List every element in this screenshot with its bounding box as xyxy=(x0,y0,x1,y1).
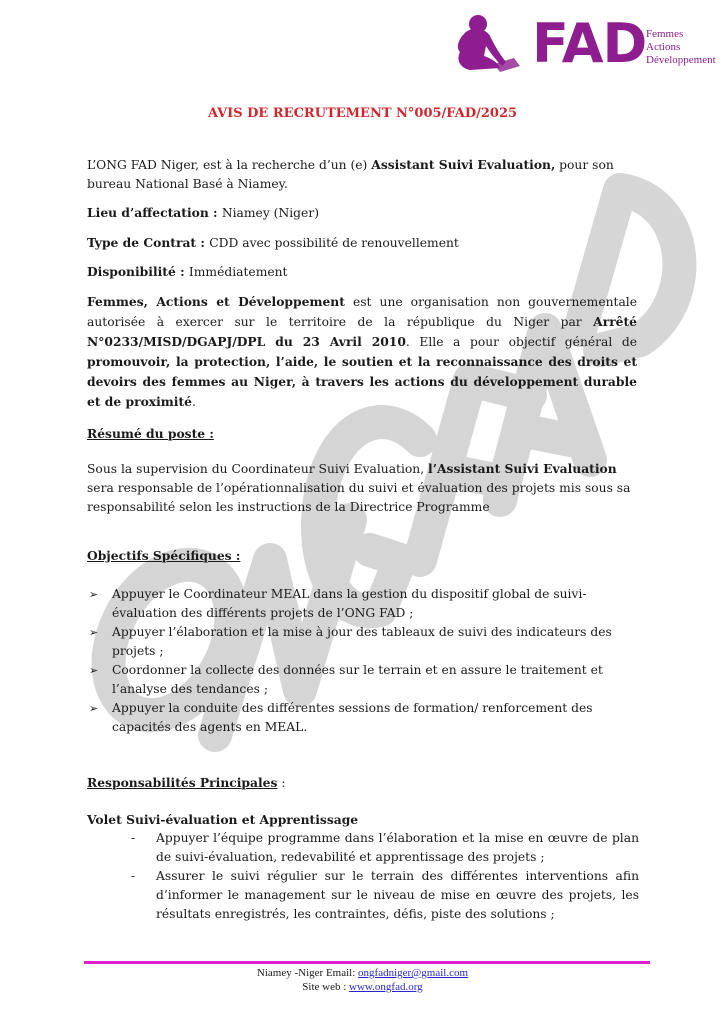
field-label: Disponibilité : xyxy=(87,264,189,279)
arrow-bullet-icon: ➢ xyxy=(89,702,99,715)
responsibilities-subheading xyxy=(87,810,637,830)
fad-logo xyxy=(450,12,720,76)
responsibilities-list xyxy=(131,829,639,924)
field-label: Lieu d’affectation : xyxy=(87,205,222,220)
list-item xyxy=(131,867,639,924)
subheading-text: Volet Suivi-évaluation et Apprentissage xyxy=(87,812,359,827)
field-label: Type de Contrat : xyxy=(87,235,210,250)
decree-reference: Arrêté N°0233/MISD/DGAPJ/DPL du 23 Avril 2010 xyxy=(87,314,637,349)
heading-suffix: : xyxy=(277,776,286,790)
arrow-bullet-icon: ➢ xyxy=(89,626,99,639)
dash-bullet-icon: - xyxy=(131,869,136,883)
woman-reading-logo-icon xyxy=(450,12,530,76)
list-item-text: Appuyer l’élaboration et la mise à jour des tableaux de suivi des indicateurs des projets ; xyxy=(112,625,612,658)
list-item xyxy=(87,661,642,699)
org-objective: promouvoir, la protection, l’aide, le soutien et la reconnaissance des droits et devoirs des femmes au Niger, à travers les actions du développement durable et de proximité xyxy=(87,354,637,409)
list-item xyxy=(87,623,642,661)
list-item-text: Assurer le suivi régulier sur le terrain des différentes interventions afin d’informer le management sur le niveau de mise en œuvre des projets, les résultats enregistrés, les contraintes, défis, piste des solutions ; xyxy=(156,869,639,921)
objectives-heading xyxy=(87,546,637,566)
intro-text: L’ONG FAD Niger, est à la recherche d’un (e) xyxy=(87,158,372,172)
email-link[interactable]: ongfadniger@gmail.com xyxy=(358,967,469,979)
responsibilities-heading xyxy=(87,773,637,793)
field-location xyxy=(87,203,637,223)
list-item-text: Appuyer l’équipe programme dans l’élaboration et la mise en œuvre de plan de suivi-évaluation, redevabilité et apprentissage des projets ; xyxy=(156,831,639,864)
list-item-text: Appuyer le Coordinateur MEAL dans la gestion du dispositif global de suivi-évaluation des différents projets de l’ONG FAD ; xyxy=(112,587,587,620)
footer-text: Niamey -Niger Email: xyxy=(256,967,359,979)
arrow-bullet-icon: ➢ xyxy=(89,664,99,677)
logo-tagline-line: Développement xyxy=(646,54,716,66)
field-value: CDD avec possibilité de renouvellement xyxy=(209,236,459,250)
footer-website xyxy=(0,981,725,994)
summary-heading xyxy=(87,424,637,444)
objectives-list xyxy=(87,585,642,737)
summary-text: sera responsable de l’opérationnalisation du suivi et évaluation des projets mis sous sa responsabilité selon les instructions de la Directrice Programme xyxy=(87,481,631,514)
logo-tagline xyxy=(646,28,716,67)
footer-contact xyxy=(0,967,725,980)
about-text: . xyxy=(191,395,196,409)
org-name: Femmes, Actions et Développement xyxy=(87,294,345,309)
logo-tagline-line: Actions xyxy=(646,41,681,53)
summary-text: Sous la supervision du Coordinateur Suivi Evaluation, xyxy=(87,462,429,476)
logo-wordmark: FAD xyxy=(532,12,647,75)
list-item-text: Appuyer la conduite des différentes sessions de formation/ renforcement des capacités des agents en MEAL. xyxy=(112,701,593,734)
footer-divider xyxy=(84,961,650,964)
objectives-heading-text: Objectifs Spécifiques : xyxy=(87,548,241,563)
job-title: Assistant Suivi Evaluation, xyxy=(371,157,556,172)
footer-text: Site web : xyxy=(302,981,350,993)
summary-heading-text: Résumé du poste : xyxy=(87,426,214,441)
responsibilities-heading-text: Responsabilités Principales xyxy=(87,775,278,790)
about-text: est une organisation non gouvernementale autorisée à exercer sur le territoire de la république du Niger par xyxy=(87,295,638,329)
summary-paragraph xyxy=(87,459,637,517)
list-item-text: Coordonner la collecte des données sur le terrain et en assure le traitement et l’analyse des tendances ; xyxy=(112,663,603,696)
list-item xyxy=(131,829,639,867)
about-text: . Elle a pour objectif général de xyxy=(405,335,637,349)
field-value: Immédiatement xyxy=(188,265,288,279)
document-title: AVIS DE RECRUTEMENT N°005/FAD/2025 xyxy=(207,106,518,121)
dash-bullet-icon: - xyxy=(131,831,136,845)
logo-tagline-line: Femmes xyxy=(646,28,684,40)
field-availability xyxy=(87,262,637,282)
list-item xyxy=(87,699,642,737)
summary-job-title: l’Assistant Suivi Evaluation xyxy=(428,461,617,476)
website-link[interactable]: www.ongfad.org xyxy=(349,981,423,993)
field-value: Niamey (Niger) xyxy=(221,206,319,220)
arrow-bullet-icon: ➢ xyxy=(89,588,99,601)
list-item xyxy=(87,585,642,623)
field-contract-type xyxy=(87,233,637,253)
intro-paragraph xyxy=(87,155,637,194)
intro-text: pour son bureau National Basé à Niamey. xyxy=(87,158,614,191)
about-paragraph xyxy=(87,292,637,412)
